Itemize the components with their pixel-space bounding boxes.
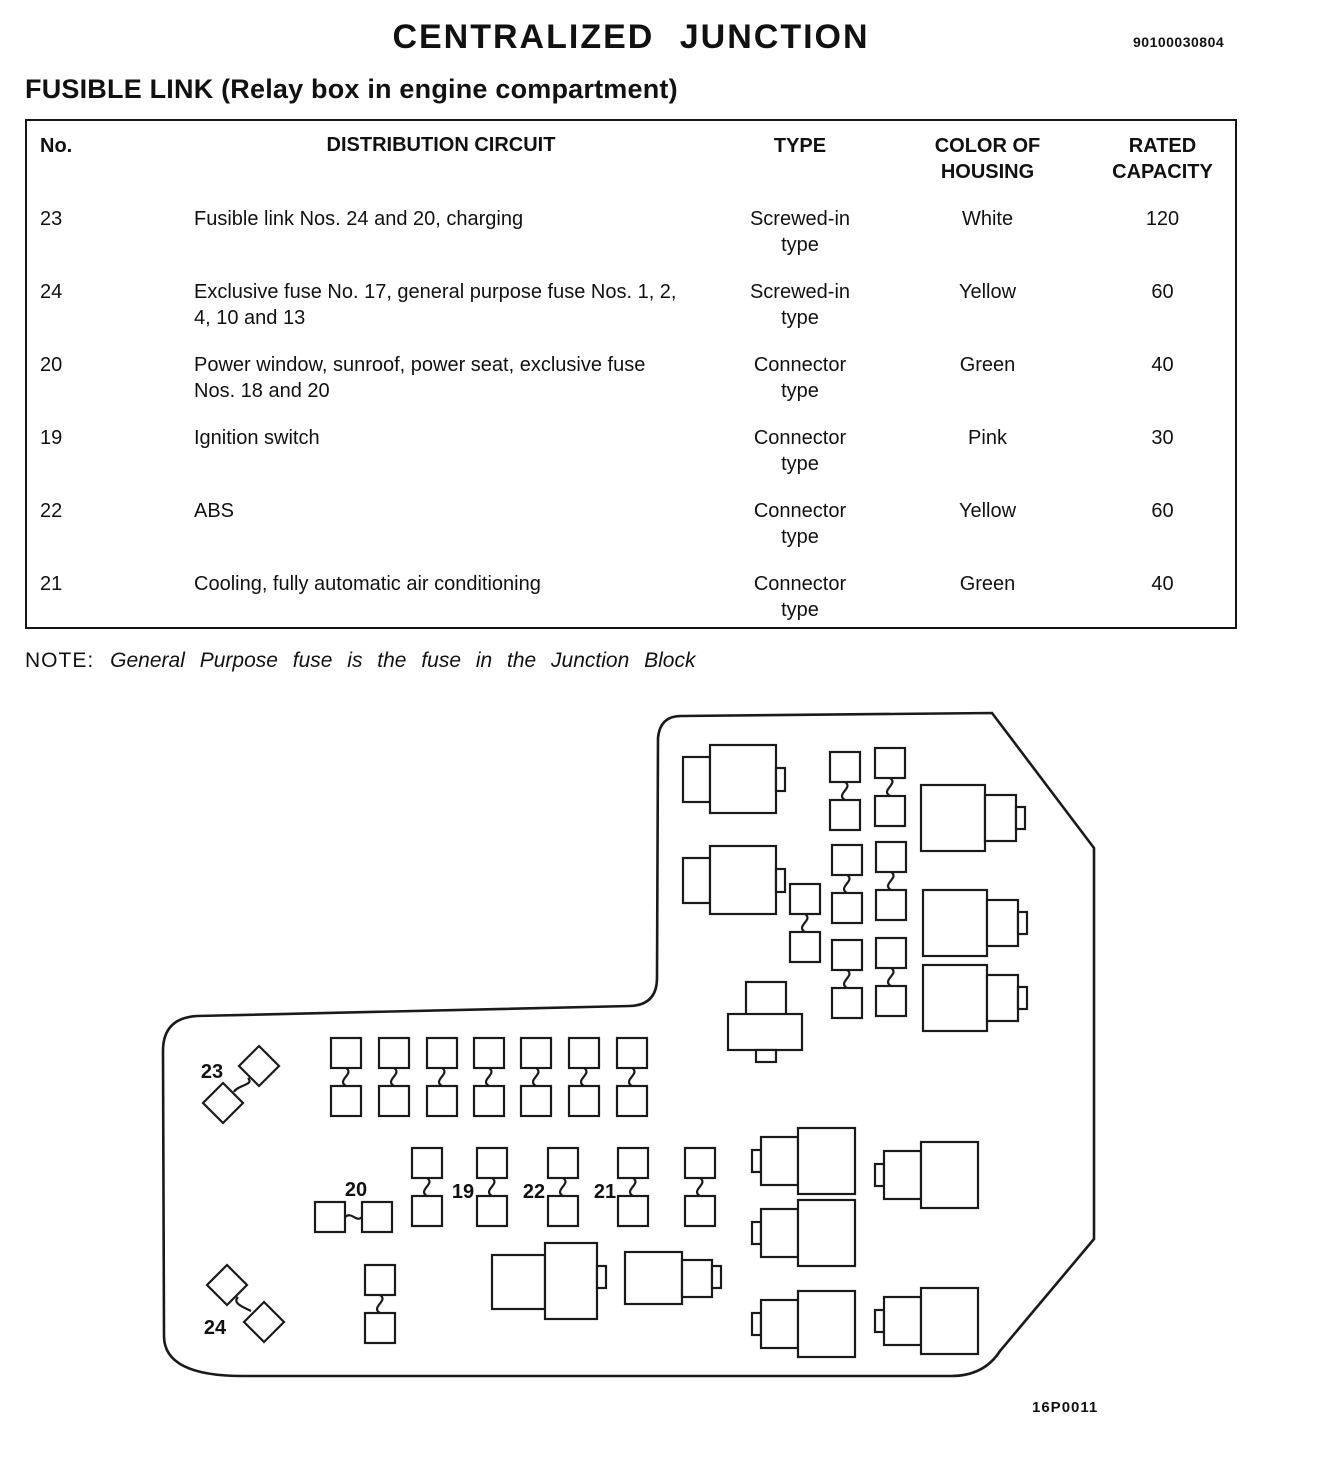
cell-type <box>715 205 885 258</box>
note <box>25 649 695 673</box>
note-label: NOTE: <box>25 649 95 672</box>
cell-type-text: Screwed-in type <box>749 281 851 329</box>
cell-color: White <box>961 208 1014 230</box>
upper-right-relays <box>921 785 1027 1031</box>
table-row <box>27 497 1235 570</box>
cell-type-text: Connector type <box>753 427 847 475</box>
diagram-label-24: 24 <box>203 1317 227 1339</box>
cell-color: Yellow <box>958 281 1017 303</box>
col-header-circuit: DISTRIBUTION CIRCUIT <box>326 134 556 156</box>
cell-type <box>715 497 885 550</box>
col-header-no: No. <box>40 135 73 157</box>
cell-no: 23 <box>40 208 63 230</box>
cell-circuit: Power window, sunroof, power seat, exclusive fuse Nos. 18 and 20 <box>194 354 646 402</box>
cell-color: Yellow <box>958 500 1017 522</box>
relay-box-diagram <box>0 700 1344 1445</box>
diagram-label-22: 22 <box>522 1181 546 1203</box>
col-header-capacity-text: RATED CAPACITY <box>1112 135 1213 183</box>
cell-capacity: 30 <box>1151 427 1174 449</box>
table-header-row <box>27 121 1235 205</box>
cell-no: 24 <box>40 281 63 303</box>
table-row <box>27 570 1235 623</box>
col-header-color <box>885 132 1090 185</box>
table-row <box>27 424 1235 497</box>
cell-capacity: 60 <box>1151 500 1174 522</box>
cell-capacity: 40 <box>1151 354 1174 376</box>
cell-capacity: 120 <box>1145 208 1180 230</box>
cell-type <box>715 424 885 477</box>
cell-circuit: Exclusive fuse No. 17, general purpose fuse Nos. 1, 2, 4, 10 and 13 <box>194 281 677 329</box>
col-header-type: TYPE <box>773 135 827 157</box>
cell-no: 20 <box>40 354 63 376</box>
table-row <box>27 205 1235 278</box>
cell-type-text: Screwed-in type <box>749 208 851 256</box>
diagram-label-19: 19 <box>451 1181 475 1203</box>
cell-type <box>715 351 885 404</box>
figure-code: 16P0011 <box>1032 1399 1099 1416</box>
cell-circuit: Cooling, fully automatic air conditioning <box>194 573 541 595</box>
diagram-label-21: 21 <box>593 1181 617 1203</box>
cell-capacity: 60 <box>1151 281 1174 303</box>
fusible-link-table <box>25 119 1237 629</box>
section-title: FUSIBLE LINK (Relay box in engine compartment) <box>25 74 678 104</box>
note-text: General Purpose fuse is the fuse in the Junction Block <box>110 649 696 672</box>
table-row <box>27 278 1235 351</box>
col-header-capacity <box>1090 132 1235 185</box>
cell-type-text: Connector type <box>753 573 847 621</box>
cell-type-text: Connector type <box>753 354 847 402</box>
cell-no: 22 <box>40 500 63 522</box>
cell-color: Pink <box>968 427 1007 449</box>
cell-capacity: 40 <box>1151 573 1174 595</box>
cell-color: Green <box>959 573 1016 595</box>
cell-color: Green <box>959 354 1016 376</box>
doc-number: 90100030804 <box>1133 34 1225 50</box>
cell-circuit: Fusible link Nos. 24 and 20, charging <box>194 208 524 230</box>
col-header-color-text: COLOR OF HOUSING <box>934 135 1041 183</box>
diagram-label-23: 23 <box>200 1061 224 1083</box>
table-row <box>27 351 1235 424</box>
cell-no: 21 <box>40 573 63 595</box>
cell-circuit: ABS <box>194 500 235 522</box>
diagram-label-20: 20 <box>344 1179 368 1201</box>
cell-type-text: Connector type <box>753 500 847 548</box>
cell-circuit: Ignition switch <box>194 427 320 449</box>
page-title: CENTRALIZED JUNCTION <box>392 18 870 56</box>
cell-type <box>715 570 885 623</box>
cell-type <box>715 278 885 331</box>
cell-no: 19 <box>40 427 63 449</box>
